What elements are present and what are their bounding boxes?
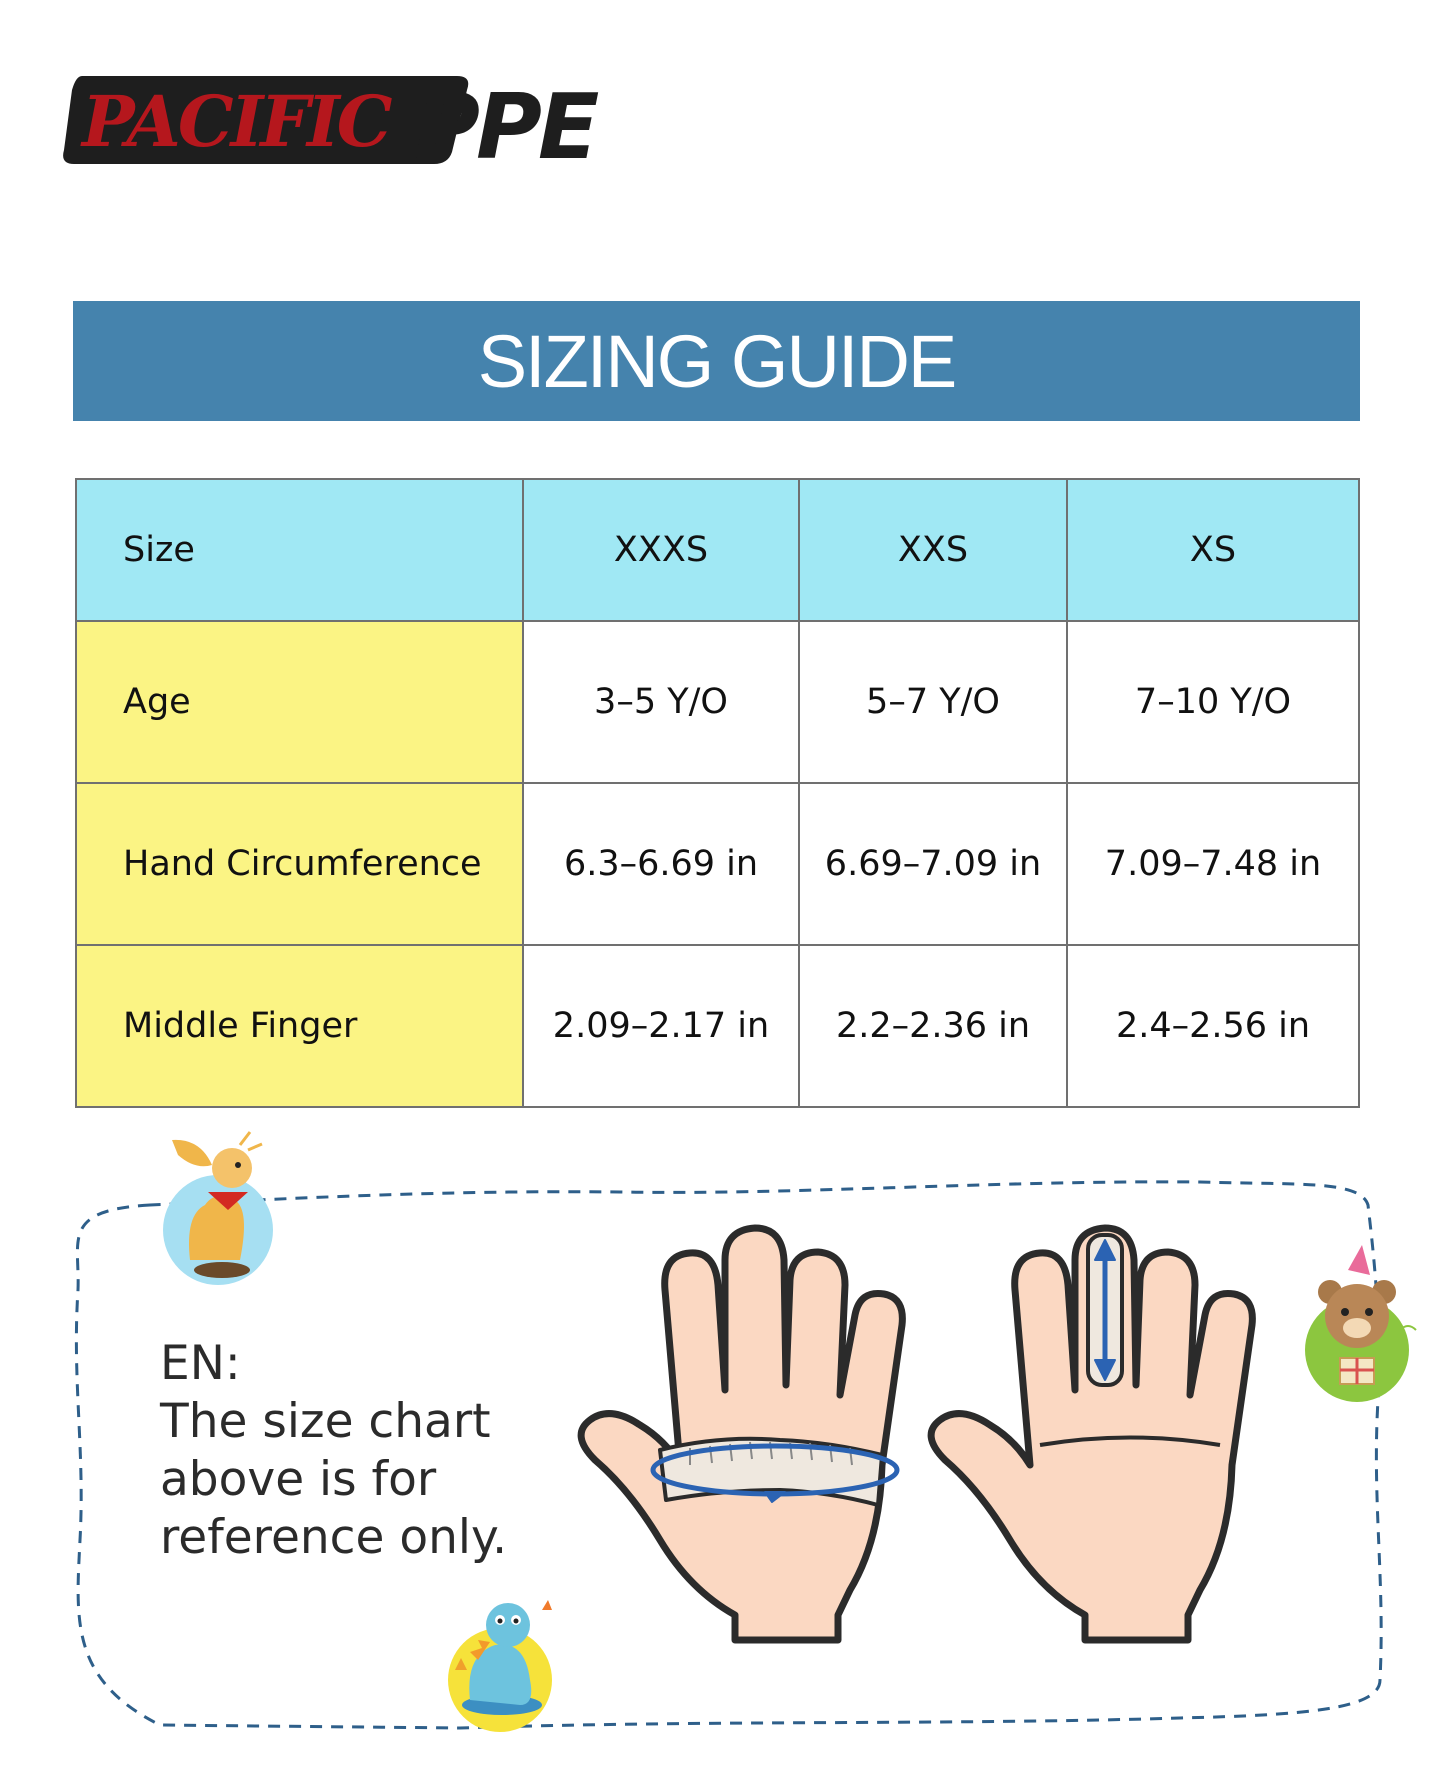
logo-text-red: PACIFIC xyxy=(82,80,390,163)
header-cell: XXS xyxy=(799,479,1067,621)
header-cell: XXXS xyxy=(523,479,799,621)
table-cell: 7.09–7.48 in xyxy=(1067,783,1359,945)
page-title: SIZING GUIDE xyxy=(477,319,956,403)
table-row xyxy=(76,621,1359,783)
table-cell: 3–5 Y/O xyxy=(523,621,799,783)
middle-finger-measure-icon xyxy=(931,1228,1252,1640)
note-line: above is for xyxy=(160,1452,437,1507)
table-cell: 2.4–2.56 in xyxy=(1067,945,1359,1107)
bear-sticker xyxy=(1305,1245,1416,1402)
table-cell: 7–10 Y/O xyxy=(1067,621,1359,783)
dinosaur-sticker xyxy=(448,1600,552,1732)
header-label: Size xyxy=(76,479,523,621)
brand-logo xyxy=(62,72,622,167)
reference-note-text xyxy=(160,1335,507,1567)
table-cell: 6.69–7.09 in xyxy=(799,783,1067,945)
table-cell: 2.2–2.36 in xyxy=(799,945,1067,1107)
pacific-ppe-logo xyxy=(62,72,622,167)
table-row xyxy=(76,945,1359,1107)
row-label: Age xyxy=(76,621,523,783)
logo-text-dark: PPE xyxy=(414,75,596,167)
title-bar xyxy=(73,301,1360,421)
row-label: Hand Circumference xyxy=(76,783,523,945)
reference-note-panel xyxy=(0,1120,1445,1740)
dog-sticker xyxy=(163,1132,273,1285)
table-header-row xyxy=(76,479,1359,621)
note-line: The size chart xyxy=(160,1394,491,1449)
header-cell: XS xyxy=(1067,479,1359,621)
table-cell: 2.09–2.17 in xyxy=(523,945,799,1107)
size-table xyxy=(75,478,1360,1108)
note-line: reference only. xyxy=(160,1510,508,1565)
row-label: Middle Finger xyxy=(76,945,523,1107)
table-cell: 5–7 Y/O xyxy=(799,621,1067,783)
table-cell: 6.3–6.69 in xyxy=(523,783,799,945)
table-row xyxy=(76,783,1359,945)
note-language-label: EN: xyxy=(160,1336,241,1391)
hand-circumference-measure-icon xyxy=(581,1228,902,1640)
